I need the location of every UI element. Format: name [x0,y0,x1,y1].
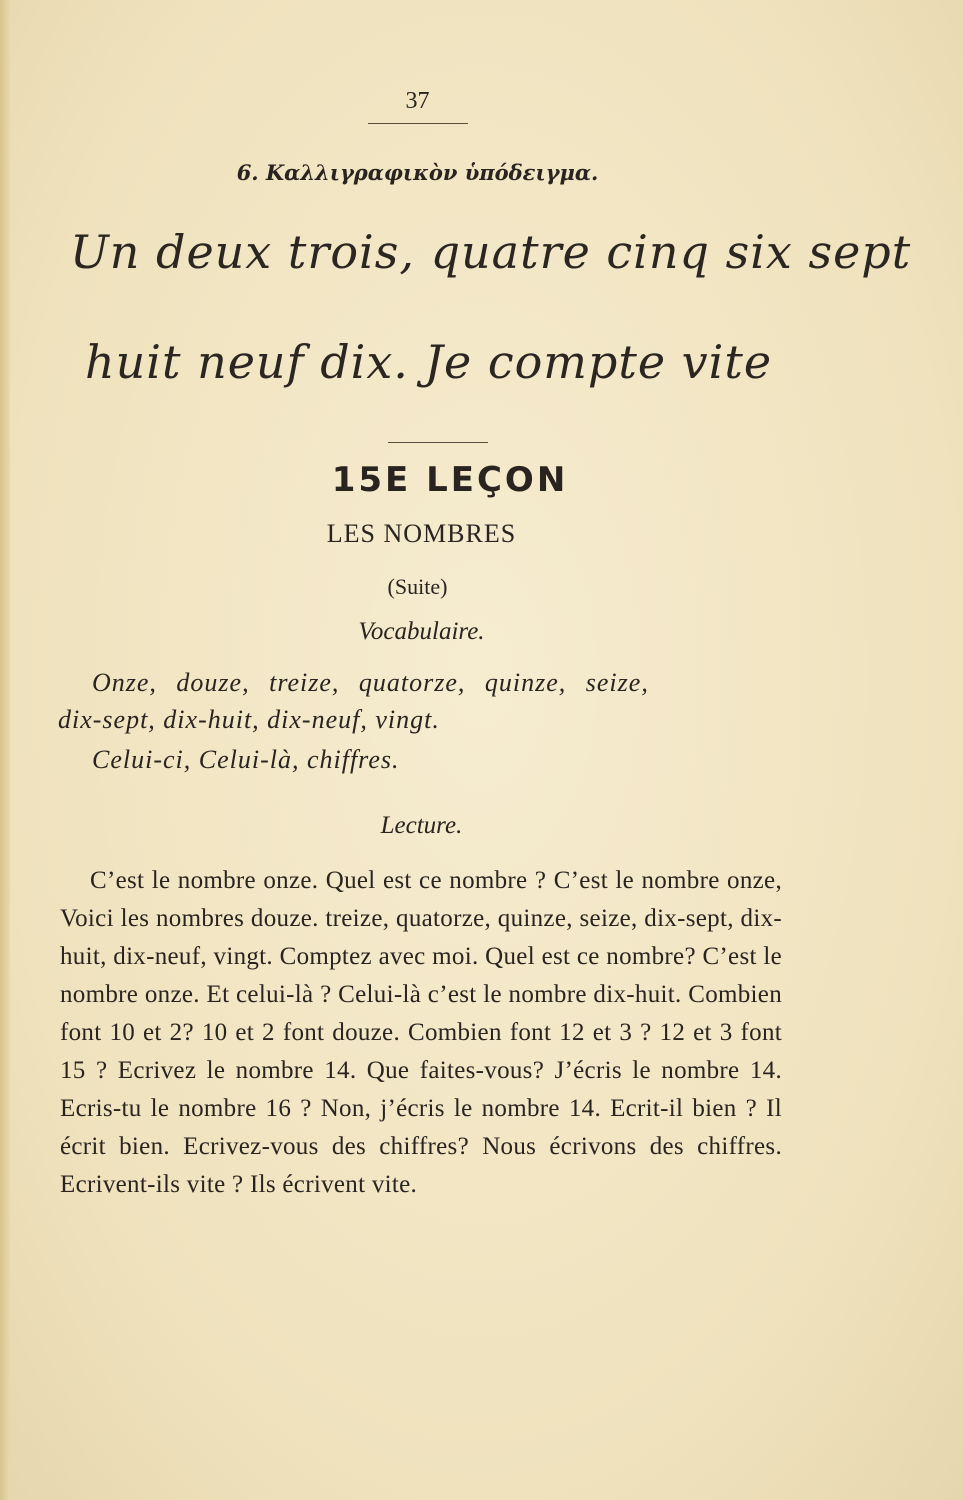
vocabulary-line-3: Celui-ci, Celui-là, chiffres. [92,745,400,774]
calligraphy-line-2: huit neuf dix. Je compte vite [85,335,773,389]
reading-passage [60,862,782,1204]
exercise-title: 6. Καλλιγραφικὸν ὑπόδειγμα. [236,160,599,185]
section-subtitle: (Suite) [387,574,448,599]
vocabulary-heading: Vocabulaire. [358,618,485,645]
page-number: 37 [405,88,430,114]
vocabulary-line-1: Onze, douze, treize, quatorze, quinze, seize, [92,668,649,697]
section-title: LES NOMBRES [326,519,517,548]
lesson-title: 15E LEÇON [331,460,569,500]
calligraphy-line-1: Un deux trois, quatre cinq six sept [70,225,912,279]
section-rule [388,442,488,443]
reading-heading: Lecture. [380,812,463,839]
vocabulary-line-2: dix-sept, dix-huit, dix-neuf, vingt. [58,705,440,734]
header-rule [368,123,468,124]
reading-paragraph: C’est le nombre onze. Quel est ce nombre ? C’est le nombre onze, Voici les nombres douze. treize, quatorze, quinze, seize, dix-sept, dix-huit, dix-neuf, vingt. Comptez avec moi. Quel est ce nombre? C’est le nombre onze. Et celui-là ? Celui-là c’est le nombre dix-huit. Combien font 10 et 2? 10 et 2 font douze. Combien font 12 et 3 ? 12 et 3 font 15 ? Ecrivez le nombre 14. Que faites-vous? J’écris le nombre 14. Ecris-tu le nombre 16 ? Non, j’écris le nombre 14. Ecrit-il bien ? Il écrit bien. Ecrivez-vous des chiffres? Nous écrivons des chiffres. Ecrivent-ils vite ? Ils écrivent vite. [60,867,782,1198]
page-binding-edge [0,0,10,1500]
